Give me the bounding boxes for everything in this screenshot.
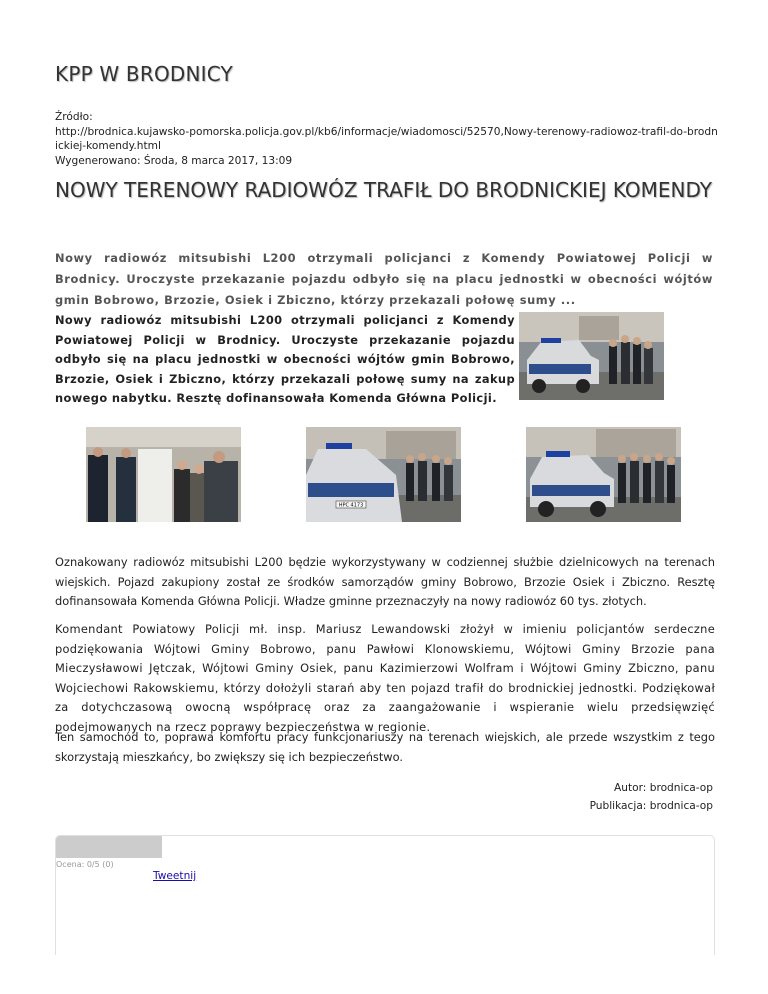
article-title: NOWY TERENOWY RADIOWÓZ TRAFIŁ DO BRODNICKIEJ KOMENDY [55,178,712,202]
publication: Publikacja: brodnica-op [589,800,713,812]
source-url-line-2[interactable]: ickiej-komendy.html [55,140,161,152]
article-paragraph-2: Komendant Powiatowy Policji mł. insp. Mariusz Lewandowski złożył w imieniu policjantów serdeczne podziękowania Wójtowi Gminy Bobrowo, panu Pawłowi Klonowskiemu, Wójtowi Gminy Brzozie pana Mieczysławowi Jętczak, Wójtowi Gminy Osiek, panu Kazimierzowi Wolfram i Wójtowi Gminy Zbiczno, panu Wojciechowi Rakowskiemu, którzy dołożyli starań aby ten pojazd trafił do brodnickiej jednostki. Podziękował za dotychczasową owocną współpracę oraz za zaangażowanie i wspieranie wielu przedsięwzięć podejmowanych na rzecz poprawy bezpieczeństwa w regionie. [55,622,715,734]
tweet-link[interactable]: Tweetnij [153,870,197,882]
article-lead: Nowy radiowóz mitsubishi L200 otrzymali policjanci z Komendy Powiatowej Policji w Brodnicy. Uroczyste przekazanie pojazdu odbyło się na placu jednostki w obecności wójtów gmin Bobrowo, Brzozie, Osiek i Zbiczno, którzy przekazali połowę sumy ... [55,251,713,307]
meta-info [55,110,720,168]
source-label: Źródło: [55,111,93,123]
author: Autor: brodnica-op [614,782,713,794]
license-plate: HPC 4173 [338,502,364,509]
article-intro: Nowy radiowóz mitsubishi L200 otrzymali policjanci z Komendy Powiatowej Policji w Brodnicy. Uroczyste przekazanie pojazdu odbyło się na placu jednostki w obecności wójtów gmin Bobrowo, Brzozie, Osiek i Zbiczno, którzy przekazali połowę sumy na zakup nowego nabytku. Resztę dofinansowała Komenda Główna Policji. [55,313,515,405]
generated-date: Wygenerowano: Środa, 8 marca 2017, 13:09 [55,154,293,167]
main-photo[interactable] [519,312,664,400]
gallery-photo-3[interactable] [526,427,681,522]
gallery-photo-1[interactable] [86,427,241,522]
article-paragraph-3: Ten samochód to, poprawa komfortu pracy funkcjonariuszy na terenach wiejskich, ale przede wszystkim z tego skorzystają mieszkańcy, bo zwiększy się ich bezpieczeństwo. [55,730,715,764]
source-url-line-1[interactable]: http://brodnica.kujawsko-pomorska.policja.gov.pl/kb6/informacje/wiadomosci/52570,Nowy-terenowy-radiowoz-trafil-do-brodn [55,125,718,138]
source-url[interactable] [55,125,720,154]
site-title: KPP W BRODNICY [55,62,233,86]
rating-stars[interactable] [56,836,162,858]
gallery-photo-2[interactable] [306,427,461,522]
rating-label: Ocena: 0/5 (0) [56,860,114,869]
rating-box [55,835,715,955]
article-paragraph-1: Oznakowany radiowóz mitsubishi L200 będzie wykorzystywany w codziennej służbie dzielnicowych na terenach wiejskich. Pojazd zakupiony został ze środków samorządów gminy Bobrowo, Brzozie Osiek i Zbiczno. Resztę dofinansowała Komenda Główna Policji. Władze gminne przeznaczyły na nowy radiowóz 60 tys. złotych. [55,555,715,608]
